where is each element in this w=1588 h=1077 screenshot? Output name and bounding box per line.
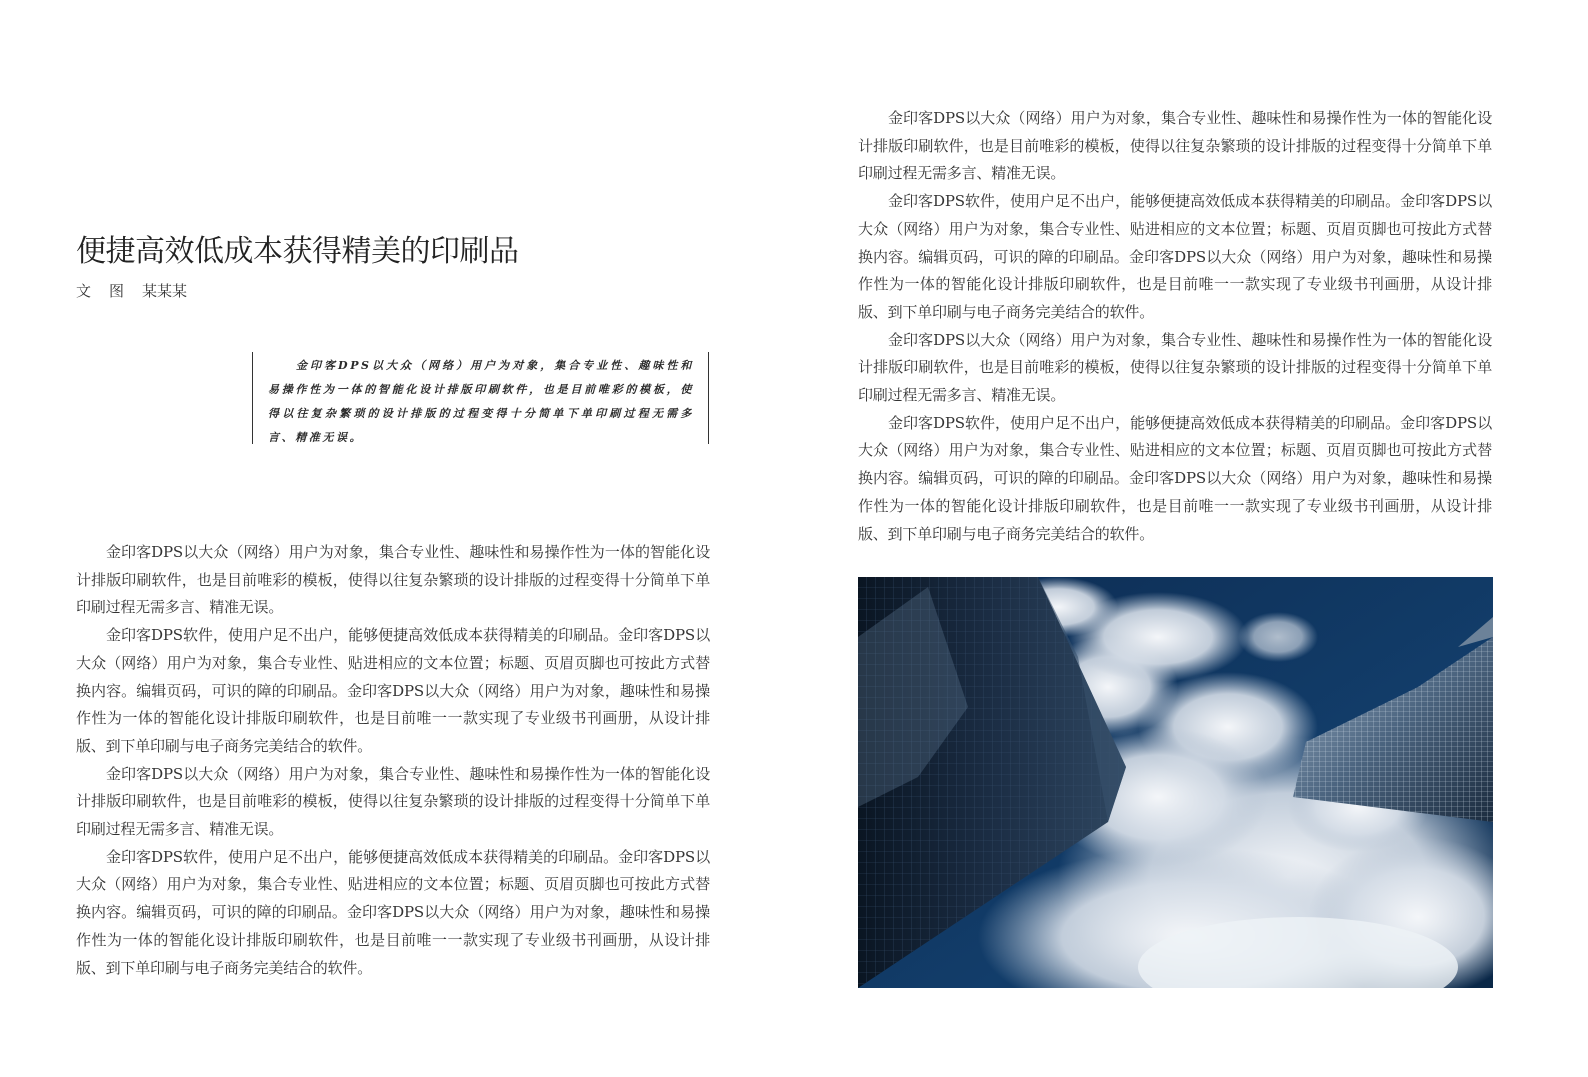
right-body-text bbox=[858, 105, 1492, 548]
right-page bbox=[794, 0, 1588, 1077]
paragraph: 金印客DPS以大众（网络）用户为对象，集合专业性、趣味性和易操作性为一体的智能化设计排版印刷软件，也是目前唯彩的模板，使得以往复杂繁琐的设计排版的过程变得十分简单下单印刷过程无需多言、精准无误。 bbox=[76, 764, 710, 839]
paragraph: 金印客DPS以大众（网络）用户为对象，集合专业性、趣味性和易操作性为一体的智能化设计排版印刷软件，也是目前唯彩的模板，使得以往复杂繁琐的设计排版的过程变得十分简单下单印刷过程无需多言、精准无误。 bbox=[858, 330, 1492, 405]
left-body-text bbox=[76, 539, 710, 982]
paragraph: 金印客DPS软件，使用户足不出户，能够便捷高效低成本获得精美的印刷品。金印客DPS以大众（网络）用户为对象，集合专业性、贴进相应的文本位置；标题、页眉页脚也可按此方式替换内容。编辑页码，可识的障的印刷品。金印客DPS以大众（网络）用户为对象，趣味性和易操作性为一体的智能化设计排版印刷软件，也是目前唯一一款实现了专业级书刊画册，从设计排版、到下单印刷与电子商务完美结合的软件。 bbox=[76, 847, 710, 977]
paragraph: 金印客DPS软件，使用户足不出户，能够便捷高效低成本获得精美的印刷品。金印客DPS以大众（网络）用户为对象，集合专业性、贴进相应的文本位置；标题、页眉页脚也可按此方式替换内容。编辑页码，可识的障的印刷品。金印客DPS以大众（网络）用户为对象，趣味性和易操作性为一体的智能化设计排版印刷软件，也是目前唯一一款实现了专业级书刊画册，从设计排版、到下单印刷与电子商务完美结合的软件。 bbox=[76, 626, 710, 755]
byline-text-label: 文 bbox=[76, 282, 92, 300]
byline bbox=[76, 280, 187, 301]
skyscraper-photo-illustration bbox=[858, 577, 1493, 988]
article-title: 便捷高效低成本获得精美的印刷品 bbox=[76, 234, 519, 269]
pull-quote: 金印客DPS以大众（网络）用户为对象，集合专业性、趣味性和易操作性为一体的智能化设计排版印刷软件，也是目前唯彩的模板，使得以往复杂繁琐的设计排版的过程变得十分简单下单印刷过程无需多言、精准无误。 bbox=[252, 352, 709, 444]
paragraph: 金印客DPS以大众（网络）用户为对象，集合专业性、趣味性和易操作性为一体的智能化设计排版印刷软件，也是目前唯彩的模板，使得以往复杂繁琐的设计排版的过程变得十分简单下单印刷过程无需多言、精准无误。 bbox=[76, 543, 710, 617]
byline-author: 某某某 bbox=[142, 282, 188, 300]
byline-image-label: 图 bbox=[109, 282, 125, 300]
paragraph: 金印客DPS软件，使用户足不出户，能够便捷高效低成本获得精美的印刷品。金印客DPS以大众（网络）用户为对象，集合专业性、贴进相应的文本位置；标题、页眉页脚也可按此方式替换内容。编辑页码，可识的障的印刷品。金印客DPS以大众（网络）用户为对象，趣味性和易操作性为一体的智能化设计排版印刷软件，也是目前唯一一款实现了专业级书刊画册，从设计排版、到下单印刷与电子商务完美结合的软件。 bbox=[858, 192, 1492, 321]
skyscraper-photo bbox=[858, 577, 1493, 988]
paragraph: 金印客DPS软件，使用户足不出户，能够便捷高效低成本获得精美的印刷品。金印客DPS以大众（网络）用户为对象，集合专业性、贴进相应的文本位置；标题、页眉页脚也可按此方式替换内容。编辑页码，可识的障的印刷品。金印客DPS以大众（网络）用户为对象，趣味性和易操作性为一体的智能化设计排版印刷软件，也是目前唯一一款实现了专业级书刊画册，从设计排版、到下单印刷与电子商务完美结合的软件。 bbox=[858, 413, 1492, 543]
paragraph: 金印客DPS以大众（网络）用户为对象，集合专业性、趣味性和易操作性为一体的智能化设计排版印刷软件，也是目前唯彩的模板，使得以往复杂繁琐的设计排版的过程变得十分简单下单印刷过程无需多言、精准无误。 bbox=[858, 109, 1492, 183]
